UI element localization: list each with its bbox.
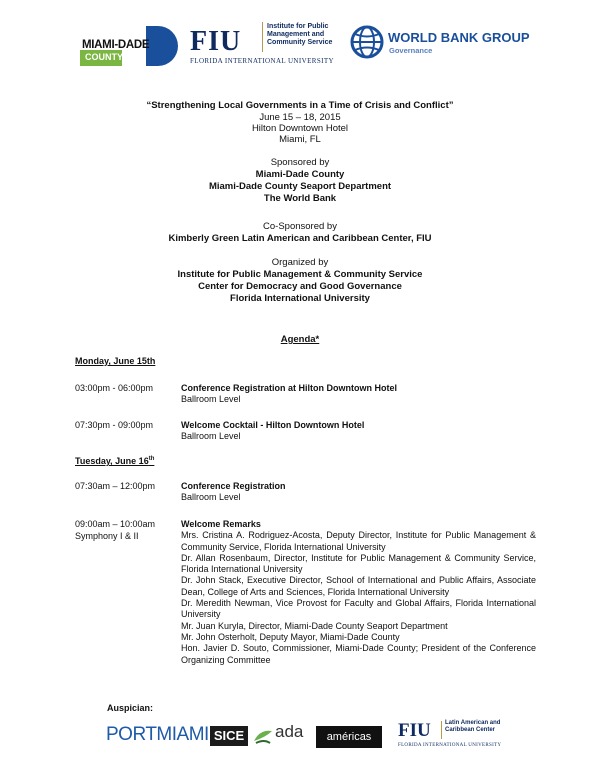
conference-dates: June 15 – 18, 2015 xyxy=(259,112,341,123)
event-location: Ballroom Level xyxy=(181,492,241,503)
event-location: Ballroom Level xyxy=(181,431,241,442)
day-heading-tuesday xyxy=(75,456,154,466)
fiu-center-university: FLORIDA INTERNATIONAL UNIVERSITY xyxy=(398,743,502,748)
ada-logo: ada xyxy=(275,722,304,741)
organizer-item: Florida International University xyxy=(230,293,370,304)
event-block-welcome xyxy=(181,519,536,666)
speaker-line: Dr. Meredith Newman, Vice Provost for Faculty and Global Affairs, Florida International University xyxy=(181,598,536,620)
cosponsor-item: Kimberly Green Latin American and Caribbean Center, FIU xyxy=(168,233,432,244)
conference-venue: Hilton Downtown Hotel xyxy=(251,123,349,134)
speaker-line: Mrs. Cristina A. Rodriguez-Acosta, Deputy Director, Institute for Public Management & Community Service, Florida International University xyxy=(181,530,536,552)
day-heading-monday: Monday, June 15th xyxy=(75,356,156,366)
world-bank-governance: Governance xyxy=(389,46,433,55)
fiu-logo-mark: FIU xyxy=(190,26,242,57)
fiu-center-name: Latin American and Caribbean Center xyxy=(445,720,501,733)
header-logos xyxy=(0,20,600,70)
fiu-center-logo-mark: FIU xyxy=(398,720,431,741)
sponsor-item: Miami-Dade County xyxy=(255,169,345,180)
event-title: Welcome Remarks xyxy=(181,519,261,529)
agenda-heading: Agenda* xyxy=(280,334,320,345)
speaker-line: Dr. John Stack, Executive Director, School of International and Public Affairs, Associate Dean, College of Arts and Sciences, Florida International University xyxy=(181,575,536,597)
speaker-line: Dr. Allan Rosenbaum, Director, Institute for Public Management & Community Service, Florida International University xyxy=(181,552,536,575)
organized-label: Organized by xyxy=(271,257,329,268)
event-location: Ballroom Level xyxy=(181,394,241,405)
event-time: 07:30pm - 09:00pm xyxy=(75,420,154,430)
day-label-suffix: th xyxy=(148,456,155,462)
ada-leaf-icon xyxy=(252,727,274,745)
miami-dade-wordmark: MIAMI-DADE xyxy=(82,39,150,51)
day-label: Tuesday, June 16 xyxy=(75,456,149,466)
fiu-university-name: FLORIDA INTERNATIONAL UNIVERSITY xyxy=(190,57,334,65)
event-room: Symphony I & II xyxy=(75,531,139,541)
sponsor-item: The World Bank xyxy=(263,193,337,204)
fiu-institute-name: Institute for Public Management and Community Service xyxy=(267,23,333,46)
speaker-line: Mr. John Osterholt, Deputy Mayor, Miami-Dade County xyxy=(181,631,400,642)
portmiami-logo: PORTMIAMI xyxy=(106,724,209,745)
speaker-line: Hon. Javier D. Souto, Commissioner, Miami-Dade County; President of the Conference Organizing Committee xyxy=(181,643,536,665)
event-title: Conference Registration at Hilton Downtown Hotel xyxy=(181,383,398,393)
event-block xyxy=(181,420,536,443)
event-time: 03:00pm - 06:00pm xyxy=(75,383,154,393)
conference-title: “Strengthening Local Governments in a Time of Crisis and Conflict” xyxy=(146,100,454,111)
event-title: Conference Registration xyxy=(181,481,286,491)
sponsor-item: Miami-Dade County Seaport Department xyxy=(208,181,392,192)
event-time: 07:30am – 12:00pm xyxy=(75,481,156,491)
world-bank-name: WORLD BANK GROUP xyxy=(388,30,530,45)
miami-dade-county: COUNTY xyxy=(85,52,123,62)
event-block xyxy=(181,481,536,504)
fiu-divider xyxy=(262,22,263,52)
organizer-item: Center for Democracy and Good Governance xyxy=(198,281,402,292)
speaker-line: Mr. Juan Kuryla, Director, Miami-Dade County Seaport Department xyxy=(181,620,448,631)
americas-logo: américas xyxy=(316,726,382,748)
event-time: 09:00am – 10:00am xyxy=(75,519,156,529)
world-bank-globe-icon xyxy=(350,25,384,59)
sice-logo: SICE xyxy=(210,726,248,746)
event-title: Welcome Cocktail - Hilton Downtown Hotel xyxy=(181,420,365,430)
cosponsored-label: Co-Sponsored by xyxy=(263,221,337,232)
fiu-center-divider xyxy=(441,721,442,739)
sponsored-label: Sponsored by xyxy=(270,157,330,168)
conference-city: Miami, FL xyxy=(279,134,321,145)
auspician-label: Auspician: xyxy=(107,703,154,713)
event-block xyxy=(181,383,536,406)
organizer-item: Institute for Public Management & Community Service xyxy=(177,269,423,280)
auspician-logos xyxy=(100,718,520,754)
